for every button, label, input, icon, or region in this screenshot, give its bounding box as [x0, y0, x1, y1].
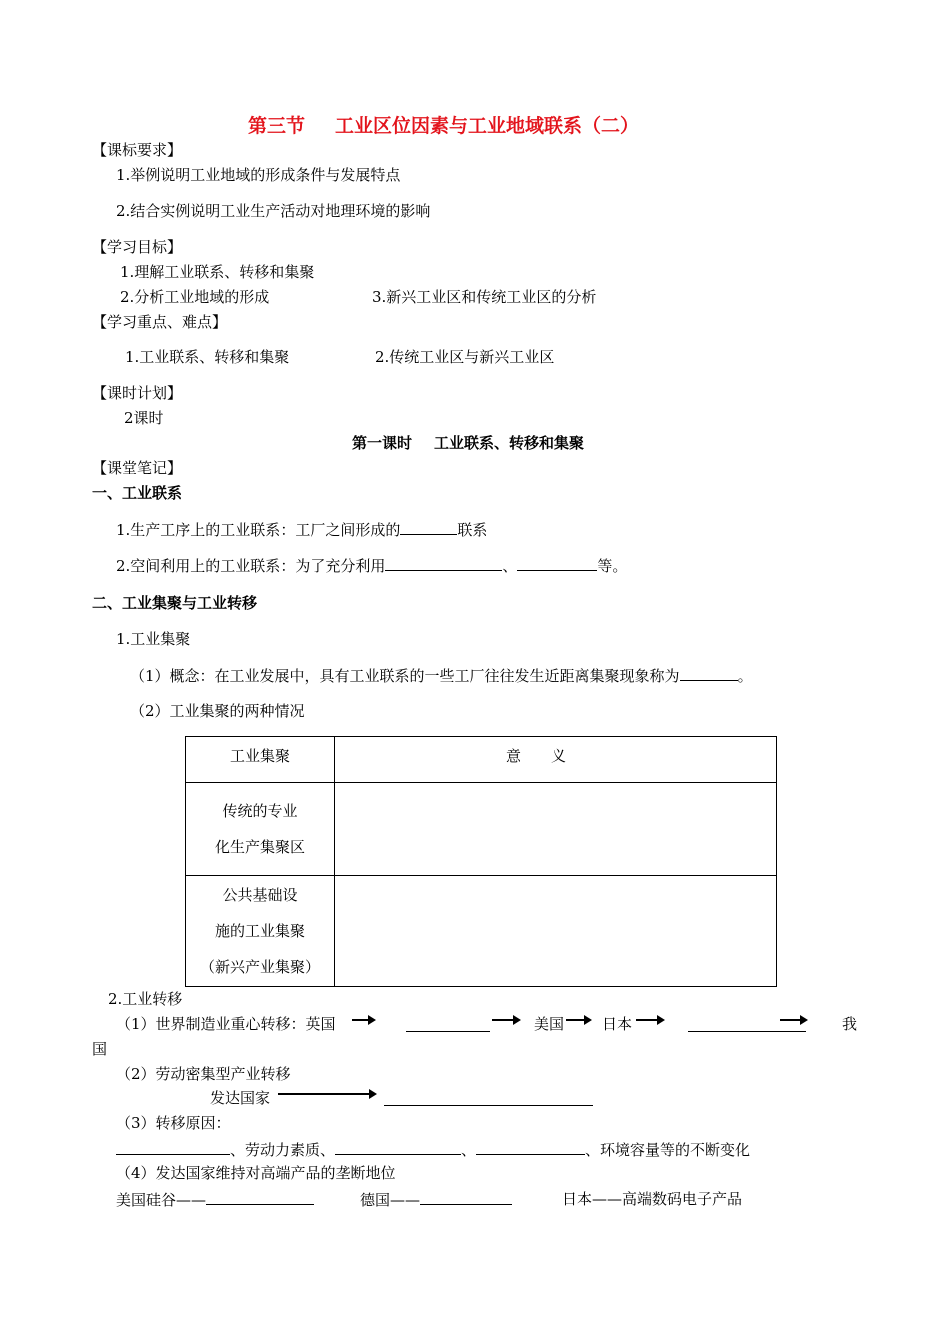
reasons-suffix: 、环境容量等的不断变化 [585, 1141, 751, 1159]
section2-heading: 二、工业集聚与工业转移 [92, 594, 258, 612]
cell-line: 公共基础设 [222, 886, 298, 904]
section1-line1 [116, 519, 487, 540]
key-points-heading: 【学习重点、难点】 [92, 313, 228, 331]
japan-line: 日本——高端数码电子产品 [562, 1190, 743, 1208]
table-row [186, 876, 777, 987]
table-cell-infrastructure [186, 876, 335, 987]
line1-suffix: 联系 [457, 521, 488, 539]
lesson-topic: 工业联系、转移和集聚 [434, 434, 585, 452]
curriculum-item-2: 2.结合实例说明工业生产活动对地理环境的影响 [116, 202, 431, 220]
arrow-icon [780, 1019, 806, 1021]
blank-field[interactable] [420, 1189, 512, 1205]
arrow-icon [352, 1019, 374, 1021]
objectives-heading: 【学习目标】 [92, 238, 183, 256]
blank-field[interactable] [384, 1090, 593, 1106]
shift-china-2: 国 [92, 1040, 108, 1058]
shift-china-1: 我 [842, 1015, 858, 1033]
line2-suffix: 等。 [597, 557, 628, 575]
section1-line2 [116, 555, 627, 576]
key-point-item-2: 2.传统工业区与新兴工业区 [375, 348, 555, 366]
blank-field[interactable] [400, 519, 457, 535]
section-name: 工业区位因素与工业地域联系（二） [335, 115, 640, 137]
schedule-heading: 【课时计划】 [92, 384, 183, 402]
concept-text: （1）概念：在工业发展中，具有工业联系的一些工厂往往发生近距离集聚现象称为 [130, 667, 680, 685]
line2-text: 2.空间利用上的工业联系：为了充分利用 [116, 557, 386, 575]
reasons-text: 、劳动力素质、 [230, 1141, 336, 1159]
line2-sep: 、 [502, 557, 518, 575]
shift-japan: 日本 [602, 1015, 633, 1033]
section1-heading: 一、工业联系 [92, 484, 183, 502]
reasons-sep: 、 [461, 1141, 477, 1159]
us-silicon-line [116, 1189, 314, 1210]
agglomeration-heading: 1.工业集聚 [116, 630, 191, 648]
table-header-type: 工业集聚 [186, 737, 335, 783]
germany-line [360, 1189, 512, 1210]
cell-line: 施的工业集聚 [214, 922, 305, 940]
us-silicon-label: 美国硅谷—— [116, 1191, 207, 1209]
lesson-title [352, 433, 584, 453]
table-cell-answer[interactable] [335, 876, 777, 987]
cell-line: 化生产集聚区 [214, 838, 305, 856]
arrow-icon [278, 1093, 375, 1095]
shift-us: 美国 [534, 1015, 565, 1033]
arrow-icon [566, 1019, 590, 1021]
germany-label: 德国—— [360, 1191, 421, 1209]
table-header-row [186, 737, 777, 783]
cell-line: （新兴产业集聚） [199, 958, 320, 976]
section-number: 第三节 [248, 115, 306, 137]
cell-line: 传统的专业 [222, 802, 298, 820]
blank-field[interactable] [517, 555, 597, 571]
objective-item-3: 3.新兴工业区和传统工业区的分析 [372, 288, 597, 306]
blank-field[interactable] [335, 1139, 461, 1155]
blank-field[interactable] [680, 665, 738, 681]
key-point-item-1: 1.工业联系、转移和集聚 [125, 348, 290, 366]
curriculum-item-1: 1.举例说明工业地域的形成条件与发展特点 [116, 166, 401, 184]
reasons-line [116, 1139, 750, 1160]
line1-text: 1.生产工序上的工业联系：工厂之间形成的 [116, 521, 401, 539]
lesson-number: 第一课时 [352, 434, 413, 452]
blank-field[interactable] [476, 1139, 585, 1155]
curriculum-heading: 【课标要求】 [92, 141, 183, 159]
objective-item-1: 1.理解工业联系、转移和集聚 [120, 263, 315, 281]
two-cases-heading: （2）工业集聚的两种情况 [130, 702, 305, 720]
arrow-icon [492, 1019, 519, 1021]
reasons-heading: （3）转移原因： [116, 1114, 231, 1132]
notes-heading: 【课堂笔记】 [92, 459, 183, 477]
table-row [186, 783, 777, 876]
objective-item-2: 2.分析工业地域的形成 [120, 288, 270, 306]
blank-field[interactable] [385, 555, 502, 571]
table-header-significance: 意 义 [335, 737, 777, 783]
concept-suffix: 。 [737, 667, 753, 685]
table-cell-answer[interactable] [335, 783, 777, 876]
schedule-value: 2课时 [124, 409, 164, 427]
monopoly-heading: （4）发达国家维持对高端产品的垄断地位 [116, 1164, 396, 1182]
blank-field[interactable] [206, 1189, 314, 1205]
shift-prefix: （1）世界制造业重心转移：英国 [116, 1015, 336, 1033]
agglomeration-table [185, 736, 777, 987]
arrow-icon [636, 1019, 663, 1021]
labor-from: 发达国家 [210, 1089, 271, 1107]
concept-line [130, 665, 753, 686]
table-cell-traditional [186, 783, 335, 876]
transfer-heading: 2.工业转移 [108, 990, 183, 1008]
labor-heading: （2）劳动密集型产业转移 [116, 1065, 291, 1083]
blank-field[interactable] [116, 1139, 230, 1155]
document-title [248, 116, 639, 136]
blank-field[interactable] [406, 1016, 490, 1032]
